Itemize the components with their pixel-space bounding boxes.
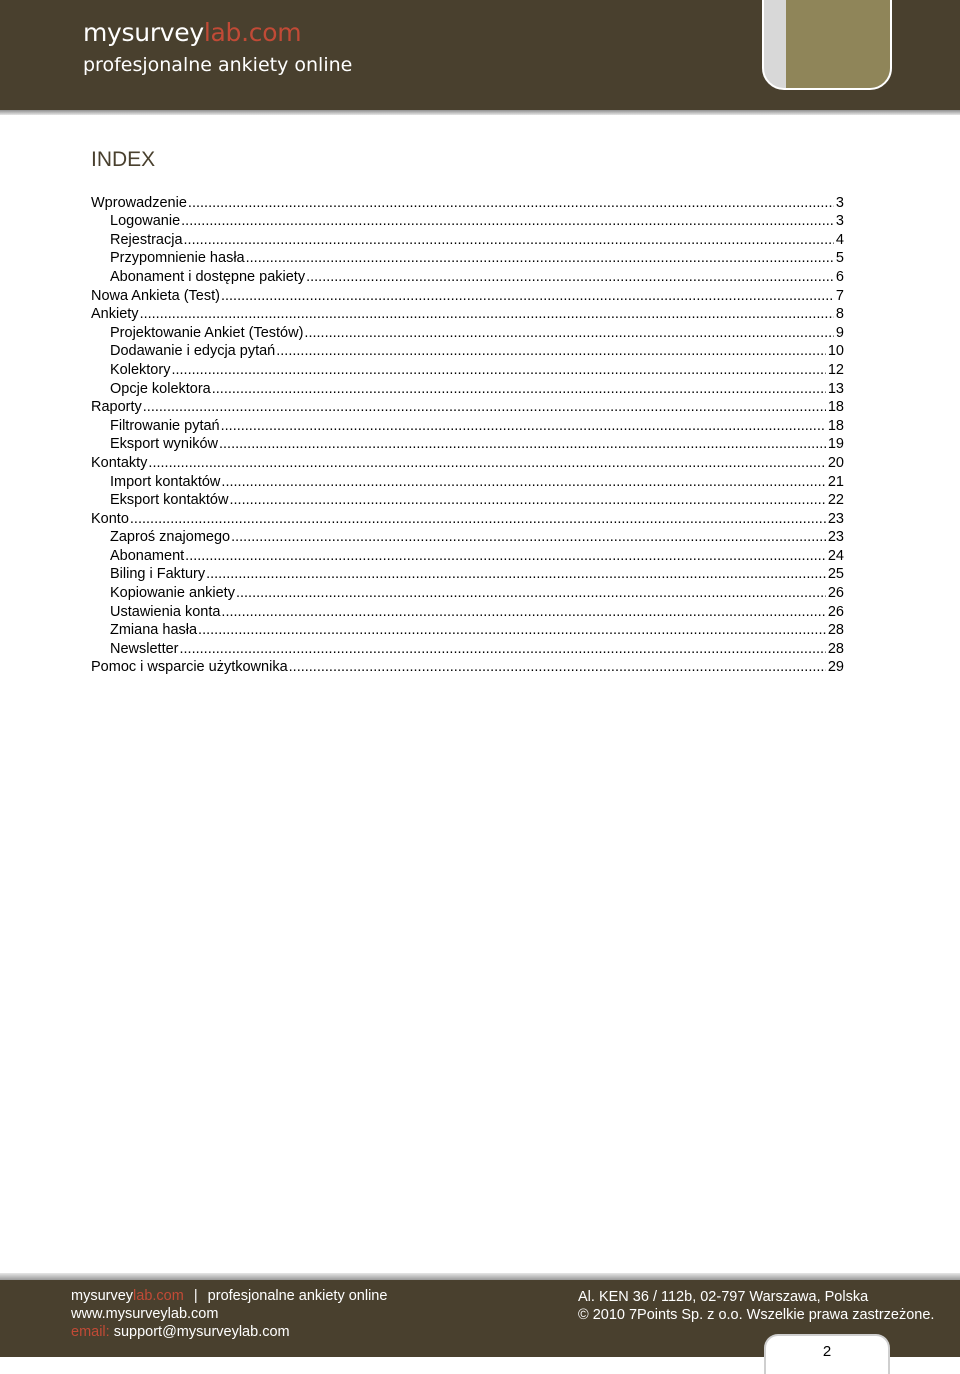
- footer-website-link[interactable]: www.mysurveylab.com: [71, 1306, 219, 1322]
- toc-dot-leader: [180, 641, 826, 658]
- toc-dot-leader: [231, 529, 826, 546]
- toc-entry-page: 21: [827, 473, 844, 490]
- toc-entry[interactable]: [91, 342, 844, 361]
- footer-email-link[interactable]: support@mysurveylab.com: [113, 1324, 290, 1340]
- footer-email-label: email:: [71, 1324, 110, 1340]
- footer-separator: |: [193, 1288, 198, 1304]
- toc-entry-page: 23: [827, 510, 844, 527]
- toc-entry[interactable]: [91, 305, 844, 324]
- toc-entry-page: 8: [835, 306, 844, 323]
- toc-entry[interactable]: [91, 286, 844, 305]
- footer-copyright: © 2010 7Points Sp. z o.o. Wszelkie prawa zastrzeżone.: [578, 1307, 935, 1323]
- toc-dot-leader: [198, 622, 826, 639]
- toc-dot-leader: [148, 455, 825, 472]
- toc-entry-page: 10: [827, 343, 844, 360]
- toc-dot-leader: [306, 269, 834, 286]
- toc-dot-leader: [246, 250, 834, 267]
- index-title: INDEX: [91, 148, 156, 171]
- toc-dot-leader: [221, 604, 825, 621]
- toc-dot-leader: [181, 213, 834, 230]
- toc-entry-page: 28: [827, 622, 844, 639]
- toc-entry[interactable]: [91, 528, 844, 547]
- toc-entry-page: 13: [827, 380, 844, 397]
- logo-emblem-icon: [762, 0, 892, 90]
- footer-brand-main: mysurvey: [71, 1288, 134, 1304]
- toc-dot-leader: [276, 343, 826, 360]
- toc-dot-leader: [188, 195, 834, 212]
- toc-dot-leader: [221, 474, 825, 491]
- page-header: [0, 0, 960, 110]
- toc-entry-label: Kontakty: [91, 454, 148, 471]
- toc-entry-page: 25: [827, 566, 844, 583]
- toc-entry-label: Kolektory: [110, 361, 171, 378]
- toc-entry[interactable]: [91, 360, 844, 379]
- brand-accent: lab.com: [203, 18, 302, 47]
- toc-entry-label: Projektowanie Ankiet (Testów): [110, 324, 304, 341]
- toc-dot-leader: [219, 436, 826, 453]
- toc-entry[interactable]: [91, 323, 844, 342]
- toc-entry-label: Logowanie: [110, 213, 181, 230]
- toc-dot-leader: [140, 306, 834, 323]
- toc-entry-page: 19: [827, 436, 844, 453]
- toc-entry[interactable]: [91, 212, 844, 231]
- toc-entry-page: 3: [835, 213, 844, 230]
- toc-entry-label: Opcje kolektora: [110, 380, 211, 397]
- toc-entry[interactable]: [91, 602, 844, 621]
- toc-entry-label: Zmiana hasła: [110, 622, 198, 639]
- toc-dot-leader: [130, 511, 826, 528]
- page-number: 2: [822, 1343, 832, 1360]
- toc-entry[interactable]: [91, 658, 844, 677]
- toc-entry-page: 24: [827, 547, 844, 564]
- toc-entry-label: Ankiety: [91, 306, 139, 323]
- toc-dot-leader: [304, 325, 834, 342]
- brand-main: mysurvey: [83, 18, 204, 47]
- toc-dot-leader: [229, 492, 825, 509]
- toc-entry-page: 22: [827, 492, 844, 509]
- toc-entry-label: Abonament i dostępne pakiety: [110, 268, 306, 285]
- toc-dot-leader: [206, 566, 826, 583]
- footer-tagline: profesjonalne ankiety online: [207, 1288, 388, 1304]
- toc-entry-label: Wprowadzenie: [91, 194, 187, 211]
- footer-email-line: [71, 1324, 290, 1340]
- toc-entry-label: Biling i Faktury: [110, 566, 206, 583]
- toc-entry-page: 6: [835, 268, 844, 285]
- toc-entry-page: 26: [827, 603, 844, 620]
- toc-entry[interactable]: [91, 565, 844, 584]
- toc-dot-leader: [184, 232, 834, 249]
- toc-entry[interactable]: [91, 193, 844, 212]
- table-of-contents: [91, 193, 844, 676]
- toc-entry[interactable]: [91, 491, 844, 510]
- toc-entry-label: Konto: [91, 510, 129, 527]
- toc-entry[interactable]: [91, 416, 844, 435]
- toc-entry-page: 28: [827, 640, 844, 657]
- footer-brand-line: [71, 1288, 387, 1304]
- toc-dot-leader: [171, 362, 825, 379]
- toc-entry-page: 23: [827, 529, 844, 546]
- toc-entry[interactable]: [91, 267, 844, 286]
- toc-entry-label: Dodawanie i edycja pytań: [110, 343, 276, 360]
- toc-entry-page: 20: [827, 454, 844, 471]
- toc-entry-label: Import kontaktów: [110, 473, 221, 490]
- toc-entry-page: 18: [827, 417, 844, 434]
- toc-entry-label: Newsletter: [110, 640, 179, 657]
- toc-entry[interactable]: [91, 453, 844, 472]
- footer-brand-accent: lab.com: [133, 1288, 184, 1304]
- toc-entry-page: 26: [827, 585, 844, 602]
- footer-address: Al. KEN 36 / 112b, 02-797 Warszawa, Polska: [578, 1289, 869, 1305]
- toc-entry-label: Kopiowanie ankiety: [110, 585, 235, 602]
- toc-entry[interactable]: [91, 639, 844, 658]
- toc-entry[interactable]: [91, 509, 844, 528]
- toc-entry[interactable]: [91, 379, 844, 398]
- toc-entry[interactable]: [91, 546, 844, 565]
- page-number-tab: [764, 1334, 890, 1374]
- toc-entry-page: 4: [835, 231, 844, 248]
- logo-emblem-inner: [786, 0, 892, 90]
- toc-entry-label: Eksport wyników: [110, 436, 218, 453]
- toc-entry-label: Filtrowanie pytań: [110, 417, 220, 434]
- toc-entry[interactable]: [91, 230, 844, 249]
- toc-entry-label: Rejestracja: [110, 231, 183, 248]
- toc-entry-page: 5: [835, 250, 844, 267]
- toc-dot-leader: [236, 585, 826, 602]
- toc-entry[interactable]: [91, 472, 844, 491]
- header-tagline: profesjonalne ankiety online: [83, 54, 353, 76]
- toc-entry-label: Zaproś znajomego: [110, 529, 231, 546]
- toc-entry-label: Eksport kontaktów: [110, 492, 229, 509]
- toc-entry[interactable]: [91, 583, 844, 602]
- header-divider: [0, 110, 960, 115]
- brand-logo-text: [83, 18, 301, 47]
- toc-entry-page: 7: [835, 287, 844, 304]
- page-footer: [0, 1280, 960, 1360]
- toc-entry-page: 9: [835, 324, 844, 341]
- toc-dot-leader: [185, 548, 826, 565]
- toc-entry[interactable]: [91, 435, 844, 454]
- toc-dot-leader: [289, 659, 826, 676]
- toc-entry[interactable]: [91, 621, 844, 640]
- toc-entry-label: Abonament: [110, 547, 185, 564]
- toc-entry-label: Raporty: [91, 399, 142, 416]
- toc-entry-label: Nowa Ankieta (Test): [91, 287, 220, 304]
- toc-dot-leader: [221, 288, 834, 305]
- toc-entry-label: Pomoc i wsparcie użytkownika: [91, 659, 288, 676]
- toc-entry-page: 12: [827, 361, 844, 378]
- toc-entry-page: 29: [827, 659, 844, 676]
- toc-entry-page: 18: [827, 399, 844, 416]
- toc-entry[interactable]: [91, 398, 844, 417]
- toc-entry-label: Ustawienia konta: [110, 603, 221, 620]
- toc-entry[interactable]: [91, 249, 844, 268]
- toc-entry-page: 3: [835, 194, 844, 211]
- toc-entry-label: Przypomnienie hasła: [110, 250, 245, 267]
- toc-dot-leader: [221, 418, 826, 435]
- toc-dot-leader: [212, 381, 826, 398]
- toc-dot-leader: [143, 399, 826, 416]
- footer-divider: [0, 1273, 960, 1280]
